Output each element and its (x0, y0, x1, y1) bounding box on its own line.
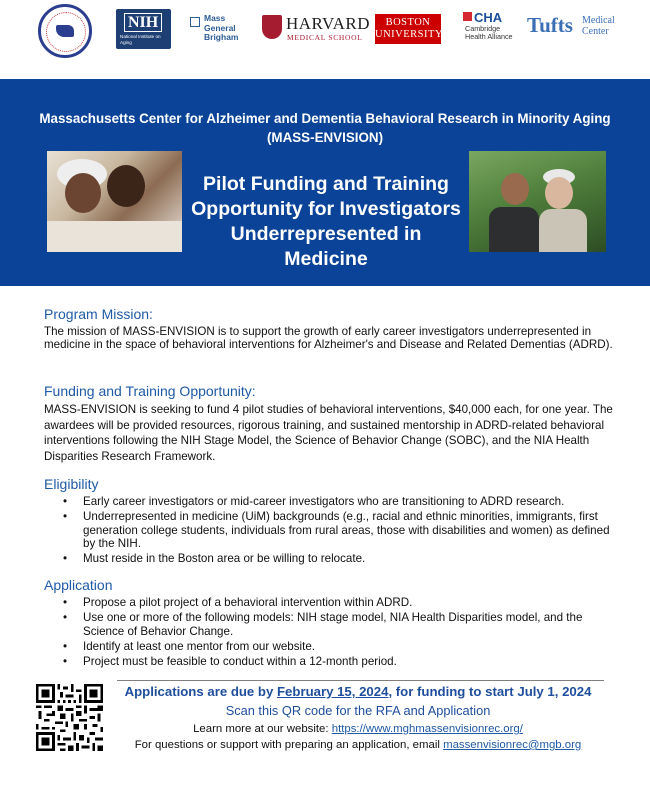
organization-acronym: (MASS-ENVISION) (266, 130, 384, 145)
cambridge-health-alliance-logo (463, 10, 523, 46)
list-item: • Propose a pilot project of a behavioral intervention within ADRD. (44, 596, 614, 609)
cha-logo-line2: Health Alliance (465, 32, 513, 41)
eligibility-section (44, 476, 614, 567)
website-prefix: Learn more at our website: (193, 723, 332, 735)
harvard-logo-name: HARVARD (286, 14, 371, 33)
tufts-logo-line2: Center (582, 26, 609, 37)
funding-text: MASS-ENVISION is seeking to fund 4 pilot studies of behavioral interventions, $40,000 each, for one year. The awardees will be provided resources, rigorous training, and sustained mentorship in ADRD-related behavioral interventions following the NIH Stage Model, the Science of Behavior Change (SOBC), and the NIA Health Disparities Research Framework. (44, 403, 613, 463)
tufts-medical-center-logo (527, 13, 627, 43)
deadline-prefix: Applications are due by (124, 684, 277, 699)
partner-logo-strip (0, 0, 650, 62)
mass-general-brigham-logo (190, 13, 252, 45)
tufts-logo-line1: Medical (582, 15, 615, 26)
contact-line (118, 738, 598, 753)
application-list (44, 596, 614, 668)
eligibility-heading: Eligibility (44, 476, 99, 492)
bu-logo-line2: UNIVERSITY (375, 29, 443, 40)
list-item: • Project must be feasible to conduct within a 12-month period. (44, 655, 614, 668)
cha-cross-icon (463, 12, 472, 21)
application-qr-code[interactable] (36, 684, 103, 751)
footer-divider (117, 680, 604, 681)
nih-nia-logo (116, 9, 171, 49)
deadline-suffix: , for funding to start July 1, 2024 (388, 684, 592, 699)
website-line (118, 722, 598, 737)
mgb-logo-line2: General (204, 22, 236, 33)
page-title-line2: Opportunity for Investigators (191, 198, 461, 220)
cha-logo-line1: Cambridge (465, 24, 501, 33)
list-item: • Must reside in the Boston area or be willing to relocate. (44, 552, 614, 565)
funding-section (44, 383, 614, 464)
harvard-medical-school-logo (262, 14, 371, 44)
program-mission-text: The mission of MASS-ENVISION is to support the growth of early career investigators underrepresented in medicine in the space of behavioral interventions for Alzheimer's and Disease and Related Dementias (ADRD). (44, 325, 613, 352)
list-item: • Underrepresented in medicine (UiM) backgrounds (e.g., racial and ethnic minorities, immigrants, first generation college students, individuals from rural areas, those with disabilities and women) as defined by the NIH. (44, 510, 614, 550)
website-link[interactable]: https://www.mghmassenvisionrec.org/ (331, 723, 523, 735)
list-item: • Use one or more of the following models: NIH stage model, NIA Health Disparities model, and the Science of Behavior Change. (44, 611, 614, 638)
list-item: • Early career investigators or mid-career investigators who are transitioning to ADRD research. (44, 495, 614, 508)
elderly-couple-photo (469, 151, 606, 252)
page-title (188, 172, 464, 272)
tufts-logo-name: Tufts (527, 13, 573, 37)
harvard-shield-icon (262, 15, 282, 39)
boston-university-logo (375, 14, 441, 44)
mgb-logo-line3: Brigham (204, 32, 239, 42)
nih-logo-mark: NIH (124, 13, 162, 32)
program-mission-section (44, 306, 614, 352)
cha-logo-name: CHA (474, 10, 503, 25)
organization-title (20, 109, 630, 147)
application-heading: Application (44, 577, 113, 593)
harvard-logo-sub: MEDICAL SCHOOL (287, 33, 363, 42)
deadline-date: February 15, 2024 (277, 684, 389, 699)
funding-heading: Funding and Training Opportunity: (44, 383, 256, 399)
mgb-building-icon (190, 17, 200, 27)
mgb-logo-line1: Mass (204, 13, 226, 23)
deadline-notice (118, 683, 598, 700)
list-item: • Identify at least one mentor from our website. (44, 640, 614, 653)
organization-name: Massachusetts Center for Alzheimer and Dementia Behavioral Research in Minority Aging (39, 111, 611, 126)
page-title-line1: Pilot Funding and Training (203, 173, 449, 195)
nih-logo-text: National Institute on Aging (120, 34, 161, 45)
email-link[interactable]: massenvisionrec@mgb.org (443, 739, 582, 751)
eligibility-list (44, 495, 614, 565)
family-hug-photo (47, 151, 182, 252)
application-section (44, 577, 614, 670)
qr-instruction: Scan this QR code for the RFA and Application (225, 703, 491, 718)
massachusetts-state-seal-logo (38, 4, 92, 58)
contact-prefix: For questions or support with preparing an application, email (134, 739, 444, 751)
program-mission-heading: Program Mission: (44, 306, 153, 322)
bu-logo-line1: BOSTON (385, 17, 431, 28)
page-title-line3: Underrepresented in Medicine (230, 223, 422, 270)
